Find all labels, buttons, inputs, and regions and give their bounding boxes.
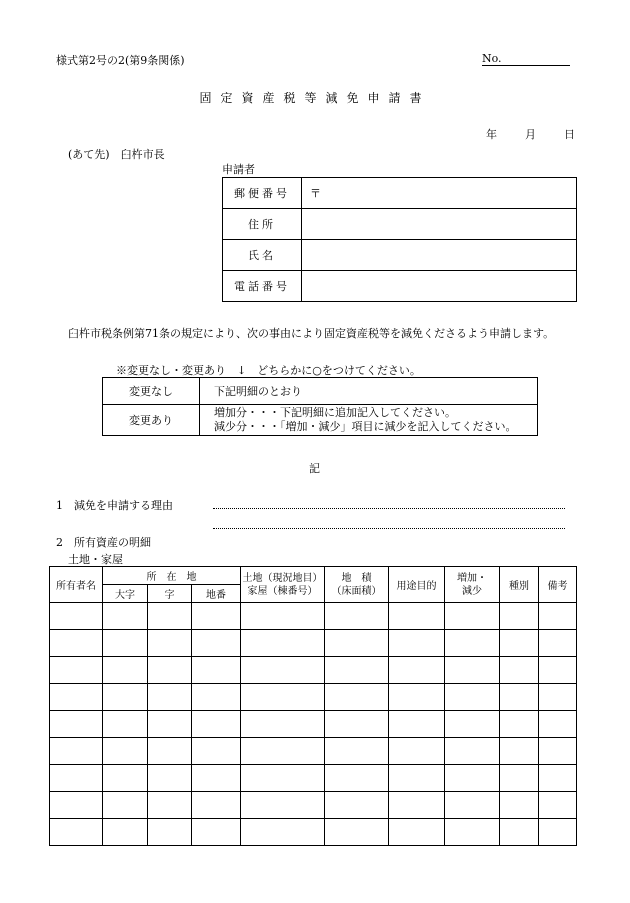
ki-heading: 記 <box>309 462 320 475</box>
asset-row <box>50 684 577 711</box>
building-header-line: 家屋（棟番号） <box>247 585 318 597</box>
reason-line-2[interactable] <box>213 528 565 529</box>
asset-cell[interactable] <box>389 792 445 819</box>
section2-label: 2 所有資産の明細 <box>56 536 151 549</box>
asset-cell[interactable] <box>192 765 241 792</box>
applicant-row-name <box>223 240 577 271</box>
address-label: 住所 <box>223 209 302 240</box>
asset-cell[interactable] <box>445 657 500 684</box>
asset-cell[interactable] <box>148 630 192 657</box>
asset-cell[interactable] <box>325 738 389 765</box>
asset-cell[interactable] <box>539 603 577 630</box>
asset-row <box>50 819 577 846</box>
oaza-header: 大字 <box>103 585 148 603</box>
asset-cell[interactable] <box>148 819 192 846</box>
phone-label: 電話番号 <box>223 271 302 302</box>
asset-cell[interactable] <box>148 603 192 630</box>
asset-cell[interactable] <box>325 819 389 846</box>
asset-cell[interactable] <box>192 603 241 630</box>
application-statement: 臼杵市税条例第71条の規定により、次の事由により固定資産税等を減免くださるよう申請します。 <box>68 327 555 340</box>
remarks-header: 備考 <box>539 567 577 603</box>
address-field[interactable] <box>302 209 577 240</box>
asset-cell[interactable] <box>241 765 325 792</box>
change-options-table <box>102 377 538 436</box>
asset-row <box>50 603 577 630</box>
asset-cell[interactable] <box>50 603 103 630</box>
aza-header: 字 <box>148 585 192 603</box>
asset-cell[interactable] <box>389 684 445 711</box>
asset-cell[interactable] <box>192 630 241 657</box>
asset-cell[interactable] <box>445 711 500 738</box>
applicant-row-address <box>223 209 577 240</box>
postal-code-field[interactable]: 〒 <box>302 178 577 209</box>
date-year-label: 年 <box>486 128 497 141</box>
owner-header: 所有者名 <box>50 567 103 603</box>
asset-cell[interactable] <box>103 765 148 792</box>
no-change-description: 下記明細のとおり <box>200 378 538 405</box>
asset-cell[interactable] <box>445 630 500 657</box>
asset-cell[interactable] <box>50 819 103 846</box>
asset-cell[interactable] <box>192 711 241 738</box>
phone-field[interactable] <box>302 271 577 302</box>
asset-cell[interactable] <box>192 819 241 846</box>
asset-cell[interactable] <box>241 819 325 846</box>
section2-sublabel: 土地・家屋 <box>68 553 123 566</box>
asset-cell[interactable] <box>389 738 445 765</box>
asset-cell[interactable] <box>539 792 577 819</box>
change-instruction: ※変更なし・変更あり ↓ どちらかに○をつけてください。 <box>116 364 421 377</box>
asset-cell[interactable] <box>148 738 192 765</box>
asset-cell[interactable] <box>445 765 500 792</box>
asset-cell[interactable] <box>500 738 539 765</box>
no-label: No. <box>482 52 502 65</box>
asset-row <box>50 738 577 765</box>
asset-cell[interactable] <box>325 684 389 711</box>
asset-cell[interactable] <box>389 603 445 630</box>
area-header-line: 地 積 <box>341 572 372 584</box>
asset-cell[interactable] <box>50 738 103 765</box>
decrease-header-line: 減少 <box>462 585 482 597</box>
asset-cell[interactable] <box>500 630 539 657</box>
applicant-row-postal <box>223 178 577 209</box>
applicant-table <box>222 177 577 302</box>
asset-cell[interactable] <box>500 819 539 846</box>
asset-row <box>50 657 577 684</box>
asset-cell[interactable] <box>539 711 577 738</box>
asset-cell[interactable] <box>445 603 500 630</box>
area-header <box>325 567 389 603</box>
asset-table-body <box>50 603 577 846</box>
asset-row <box>50 765 577 792</box>
asset-cell[interactable] <box>539 738 577 765</box>
asset-cell[interactable] <box>241 738 325 765</box>
asset-cell[interactable] <box>241 657 325 684</box>
asset-cell[interactable] <box>148 684 192 711</box>
use-header: 用途目的 <box>389 567 445 603</box>
date-day-label: 日 <box>564 128 575 141</box>
asset-cell[interactable] <box>500 657 539 684</box>
asset-cell[interactable] <box>192 684 241 711</box>
section1-label: 1 減免を申請する理由 <box>56 499 173 512</box>
increase-decrease-header <box>445 567 500 603</box>
floor-area-header-line: （床面積） <box>331 585 382 597</box>
date-line <box>486 126 575 142</box>
decrease-instruction: 減少分・・・「増加・減少」項目に減少を記入してください。 <box>214 420 517 433</box>
asset-cell[interactable] <box>50 684 103 711</box>
asset-cell[interactable] <box>500 792 539 819</box>
name-label: 氏名 <box>223 240 302 271</box>
asset-cell[interactable] <box>192 657 241 684</box>
postal-code-label: 郵便番号 <box>223 178 302 209</box>
type-header: 種別 <box>500 567 539 603</box>
asset-cell[interactable] <box>50 657 103 684</box>
asset-cell[interactable] <box>539 819 577 846</box>
asset-table <box>49 566 577 846</box>
asset-cell[interactable] <box>445 684 500 711</box>
asset-cell[interactable] <box>389 630 445 657</box>
change-description <box>200 405 538 436</box>
asset-row <box>50 792 577 819</box>
asset-cell[interactable] <box>103 630 148 657</box>
addressee: (あて先) 臼杵市長 <box>68 148 165 161</box>
asset-cell[interactable] <box>445 819 500 846</box>
no-change-option[interactable]: 変更なし <box>103 378 200 405</box>
form-number: 様式第2号の2(第9条関係) <box>56 54 185 67</box>
asset-cell[interactable] <box>148 711 192 738</box>
asset-cell[interactable] <box>103 684 148 711</box>
date-month-label: 月 <box>525 128 536 141</box>
asset-cell[interactable] <box>325 711 389 738</box>
asset-cell[interactable] <box>445 792 500 819</box>
asset-cell[interactable] <box>539 657 577 684</box>
asset-cell[interactable] <box>103 711 148 738</box>
asset-cell[interactable] <box>325 765 389 792</box>
asset-cell[interactable] <box>103 819 148 846</box>
asset-cell[interactable] <box>103 792 148 819</box>
asset-cell[interactable] <box>389 657 445 684</box>
applicant-row-phone <box>223 271 577 302</box>
asset-cell[interactable] <box>325 603 389 630</box>
asset-row <box>50 711 577 738</box>
reason-line-1[interactable] <box>213 508 565 509</box>
asset-cell[interactable] <box>50 792 103 819</box>
asset-cell[interactable] <box>500 603 539 630</box>
asset-cell[interactable] <box>389 819 445 846</box>
asset-cell[interactable] <box>241 684 325 711</box>
chiban-header: 地番 <box>192 585 241 603</box>
asset-cell[interactable] <box>325 630 389 657</box>
asset-cell[interactable] <box>500 684 539 711</box>
asset-cell[interactable] <box>241 630 325 657</box>
asset-cell[interactable] <box>148 765 192 792</box>
land-header-line: 土地（現況地目） <box>242 572 323 584</box>
asset-row <box>50 630 577 657</box>
increase-header-line: 増加・ <box>457 572 487 584</box>
asset-cell[interactable] <box>539 630 577 657</box>
asset-cell[interactable] <box>241 603 325 630</box>
asset-header-row <box>50 567 577 585</box>
document-number-field <box>482 52 570 66</box>
page-title: 固定資産税等減免申請書 <box>199 91 431 105</box>
asset-cell[interactable] <box>50 765 103 792</box>
asset-cell[interactable] <box>192 738 241 765</box>
asset-cell[interactable] <box>50 711 103 738</box>
asset-cell[interactable] <box>192 792 241 819</box>
asset-cell[interactable] <box>148 657 192 684</box>
increase-instruction: 増加分・・・下記明細に追加記入してください。 <box>214 406 456 419</box>
land-building-header <box>241 567 325 603</box>
location-header: 所 在 地 <box>103 567 241 585</box>
name-field[interactable] <box>302 240 577 271</box>
asset-cell[interactable] <box>500 711 539 738</box>
change-option-row <box>103 378 538 405</box>
change-option-row <box>103 405 538 436</box>
asset-cell[interactable] <box>50 630 103 657</box>
asset-cell[interactable] <box>500 765 539 792</box>
asset-cell[interactable] <box>325 657 389 684</box>
asset-cell[interactable] <box>241 711 325 738</box>
asset-cell[interactable] <box>325 792 389 819</box>
asset-cell[interactable] <box>445 738 500 765</box>
asset-cell[interactable] <box>148 792 192 819</box>
asset-cell[interactable] <box>389 765 445 792</box>
asset-cell[interactable] <box>241 792 325 819</box>
change-option[interactable]: 変更あり <box>103 405 200 436</box>
asset-cell[interactable] <box>103 657 148 684</box>
asset-cell[interactable] <box>103 738 148 765</box>
asset-cell[interactable] <box>103 603 148 630</box>
asset-cell[interactable] <box>389 711 445 738</box>
asset-cell[interactable] <box>539 684 577 711</box>
asset-cell[interactable] <box>539 765 577 792</box>
applicant-heading: 申請者 <box>222 163 255 176</box>
